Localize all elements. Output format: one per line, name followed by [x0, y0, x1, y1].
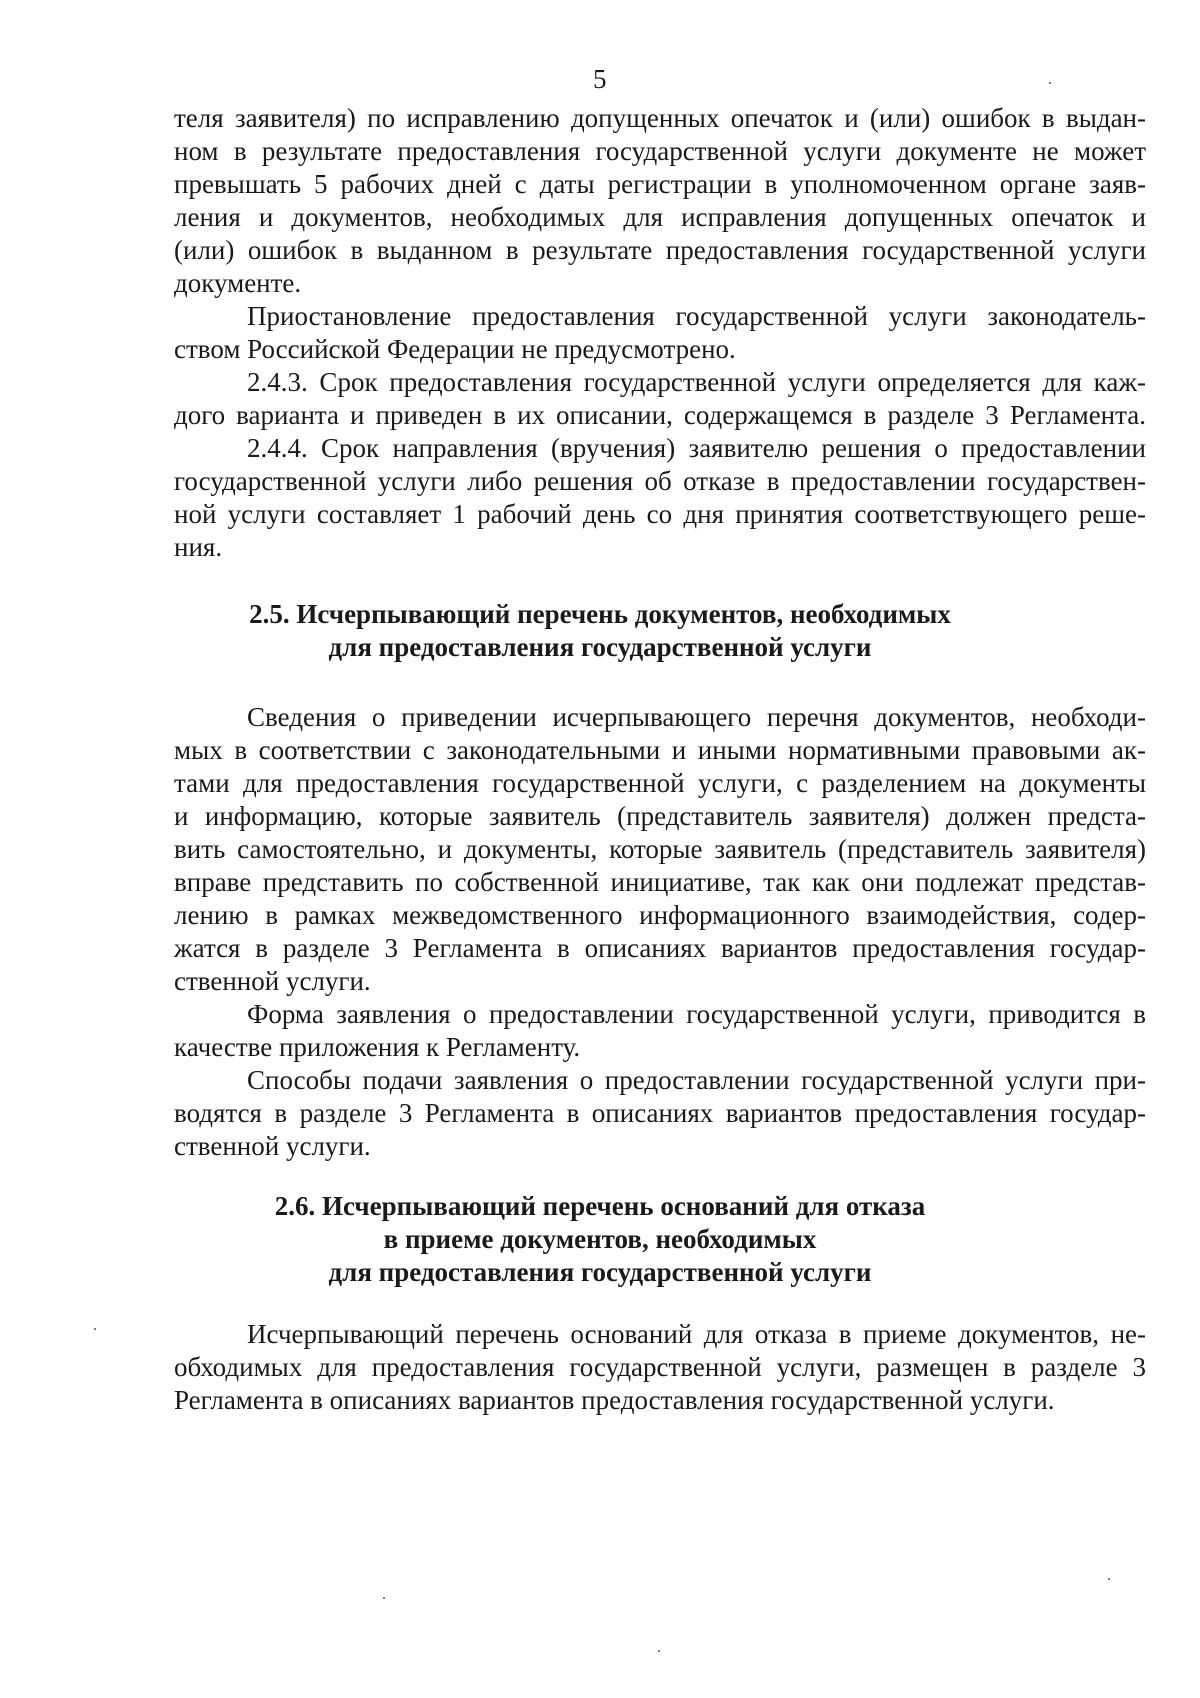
text-line: Исчерпывающий перечень оснований для отказа в приеме документов, не- — [247, 1319, 1146, 1349]
paragraph-block-2 — [174, 701, 1146, 1163]
text-line: ством Российской Федерации не предусмотрено. — [174, 334, 736, 364]
text-line: превышать 5 рабочих дней с даты регистрации в уполномоченном органе заяв- — [174, 169, 1146, 199]
text-line: тами для предоставления государственной услуги, с разделением на документы — [174, 768, 1146, 798]
text-line: жатся в разделе 3 Регламента в описаниях вариантов предоставления государ- — [174, 933, 1146, 963]
text-line: качестве приложения к Регламенту. — [174, 1032, 581, 1062]
scan-speck — [658, 1650, 660, 1652]
text-line: государственной услуги либо решения об отказе в предоставлении государствен- — [174, 466, 1146, 496]
text-line: ственной услуги. — [174, 966, 371, 996]
text-line: документе. — [174, 268, 302, 298]
text-line: Способы подачи заявления о предоставлении государственной услуги при- — [247, 1065, 1146, 1095]
text-line: Регламента в описаниях вариантов предоставления государственной услуги. — [174, 1385, 1055, 1415]
section-heading-2-5 — [0, 598, 1200, 664]
text-line: 2.4.3. Срок предоставления государственной услуги определяется для каж- — [247, 367, 1146, 397]
text-line: дого варианта и приведен в их описании, содержащемся в разделе 3 Регламента. — [174, 400, 1146, 430]
paragraph-block-3 — [174, 1318, 1146, 1417]
paragraph-block-1 — [174, 102, 1146, 564]
text-line: ной услуги составляет 1 рабочий день со дня принятия соответствующего реше- — [174, 499, 1146, 529]
scan-speck — [94, 1328, 96, 1330]
heading-line: для предоставления государственной услуги — [328, 1257, 872, 1287]
text-line: (или) ошибок в выданном в результате предоставления государственной услуги — [174, 235, 1146, 265]
text-line: Сведения о приведении исчерпывающего перечня документов, необходи- — [247, 702, 1146, 732]
text-line: Форма заявления о предоставлении государственной услуги, приводится в — [247, 999, 1146, 1029]
text-line: ния. — [174, 532, 223, 562]
scan-speck — [1108, 1578, 1110, 1580]
text-line: вправе представить по собственной инициативе, так как они подлежат представ- — [174, 867, 1146, 897]
section-heading-2-6 — [0, 1190, 1200, 1289]
text-line: обходимых для предоставления государственной услуги, размещен в разделе 3 — [174, 1352, 1146, 1382]
text-line: ственной услуги. — [174, 1131, 371, 1161]
text-line: и информацию, которые заявитель (представитель заявителя) должен предста- — [174, 801, 1146, 831]
text-line: Приостановление предоставления государственной услуги законодатель- — [247, 301, 1146, 331]
text-line: мых в соответствии с законодательными и иными нормативными правовыми ак- — [174, 735, 1146, 765]
heading-line: 2.5. Исчерпывающий перечень документов, необходимых — [249, 599, 951, 629]
text-line: лению в рамках межведомственного информационного взаимодействия, содер- — [174, 900, 1146, 930]
text-line: 2.4.4. Срок направления (вручения) заявителю решения о предоставлении — [247, 433, 1146, 463]
text-line: теля заявителя) по исправлению допущенных опечаток и (или) ошибок в выдан- — [174, 103, 1146, 133]
heading-line: 2.6. Исчерпывающий перечень оснований для отказа — [274, 1191, 926, 1221]
scan-speck — [1049, 82, 1051, 84]
heading-line: для предоставления государственной услуги — [328, 632, 872, 662]
text-line: ном в результате предоставления государственной услуги документе не может — [174, 136, 1146, 166]
text-line: ления и документов, необходимых для исправления допущенных опечаток и — [174, 202, 1146, 232]
heading-line: в приеме документов, необходимых — [383, 1224, 817, 1254]
text-line: водятся в разделе 3 Регламента в описаниях вариантов предоставления государ- — [174, 1098, 1146, 1128]
text-line: вить самостоятельно, и документы, которые заявитель (представитель заявителя) — [174, 834, 1146, 864]
page-number: 5 — [593, 64, 607, 94]
scan-speck — [383, 1597, 385, 1599]
